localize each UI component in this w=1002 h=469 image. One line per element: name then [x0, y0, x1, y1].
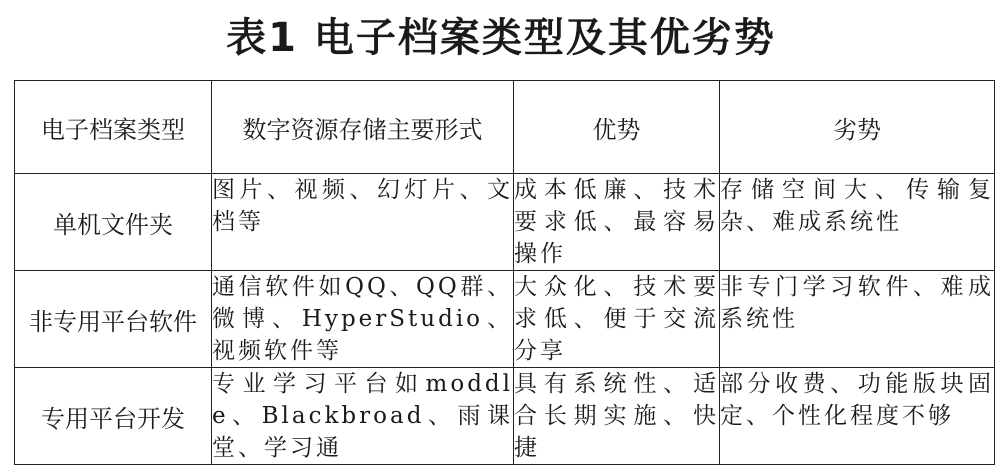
header-advantages: 优势	[514, 81, 720, 174]
table-row	[15, 174, 995, 271]
row-storage-form: 专业学习平台如moddle、Blackbroad、雨课堂、学习通	[212, 368, 514, 465]
row-archive-type: 专用平台开发	[15, 368, 212, 465]
row-disadvantages: 存储空间大、传输复杂、难成系统性	[720, 174, 995, 271]
row-advantages: 大众化、技术要求低、便于交流分享	[514, 271, 720, 368]
table-title: 表1 电子档案类型及其优劣势	[226, 15, 776, 61]
row-storage-form: 图片、视频、幻灯片、文档等	[212, 174, 514, 271]
archive-type-table	[14, 80, 995, 465]
table-header-row	[15, 81, 995, 174]
header-storage-form: 数字资源存储主要形式	[212, 81, 514, 174]
row-advantages: 成本低廉、技术要求低、最容易操作	[514, 174, 720, 271]
row-disadvantages: 部分收费、功能版块固定、个性化程度不够	[720, 368, 995, 465]
header-archive-type: 电子档案类型	[15, 81, 212, 174]
row-storage-form: 通信软件如QQ、QQ群、微博、HyperStudio、视频软件等	[212, 271, 514, 368]
row-archive-type: 非专用平台软件	[15, 271, 212, 368]
row-advantages: 具有系统性、适合长期实施、快捷	[514, 368, 720, 465]
row-disadvantages: 非专门学习软件、难成系统性	[720, 271, 995, 368]
table-row	[15, 271, 995, 368]
table-row	[15, 368, 995, 465]
row-archive-type: 单机文件夹	[15, 174, 212, 271]
header-disadvantages: 劣势	[720, 81, 995, 174]
